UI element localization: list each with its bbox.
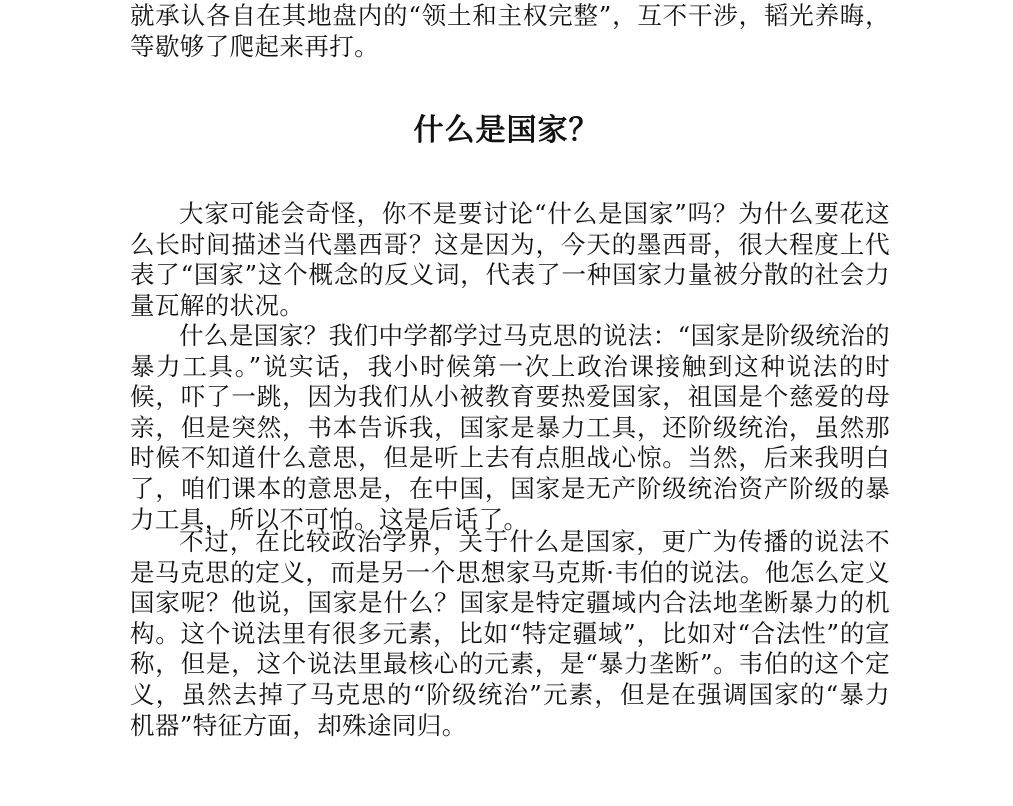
section-title: 什么是国家？ [413, 113, 600, 148]
intro-paragraph: 就承认各自在其地盘内的“领土和主权完整”，互不干涉，韬光养晦，等歇够了爬起来再打。 [130, 1, 890, 61]
body-paragraph-2: 什么是国家？我们中学都学过马克思的说法：“国家是阶级统治的暴力工具。”说实话，我小时候第一次上政治课接触到这种说法的时候，吓了一跳，因为我们从小被教育要热爱国家，祖国是个慈爱的母亲，但是突然，书本告诉我，国家是暴力工具，还阶级统治，虽然那时候不知道什么意思，但是听上去有点胆战心惊。当然，后来我明白了，咱们课本的意思是，在中国，国家是无产阶级统治资产阶级的暴力工具，所以不可怕。这是后话了。 [130, 321, 890, 534]
body-paragraph-3: 不过，在比较政治学界，关于什么是国家，更广为传播的说法不是马克思的定义，而是另一个思想家马克斯·韦伯的说法。他怎么定义国家呢？他说，国家是什么？国家是特定疆域内合法地垄断暴力的机构。这个说法里有很多元素，比如“特定疆域”，比如对“合法性”的宣称，但是，这个说法里最核心的元素，是“暴力垄断”。韦伯的这个定义，虽然去掉了马克思的“阶级统治”元素，但是在强调国家的“暴力机器”特征方面，却殊途同归。 [130, 527, 890, 740]
body-paragraph-1: 大家可能会奇怪，你不是要讨论“什么是国家”吗？为什么要花这么长时间描述当代墨西哥？这是因为，今天的墨西哥，很大程度上代表了“国家”这个概念的反义词，代表了一种国家力量被分散的社会力量瓦解的状况。 [130, 199, 890, 320]
